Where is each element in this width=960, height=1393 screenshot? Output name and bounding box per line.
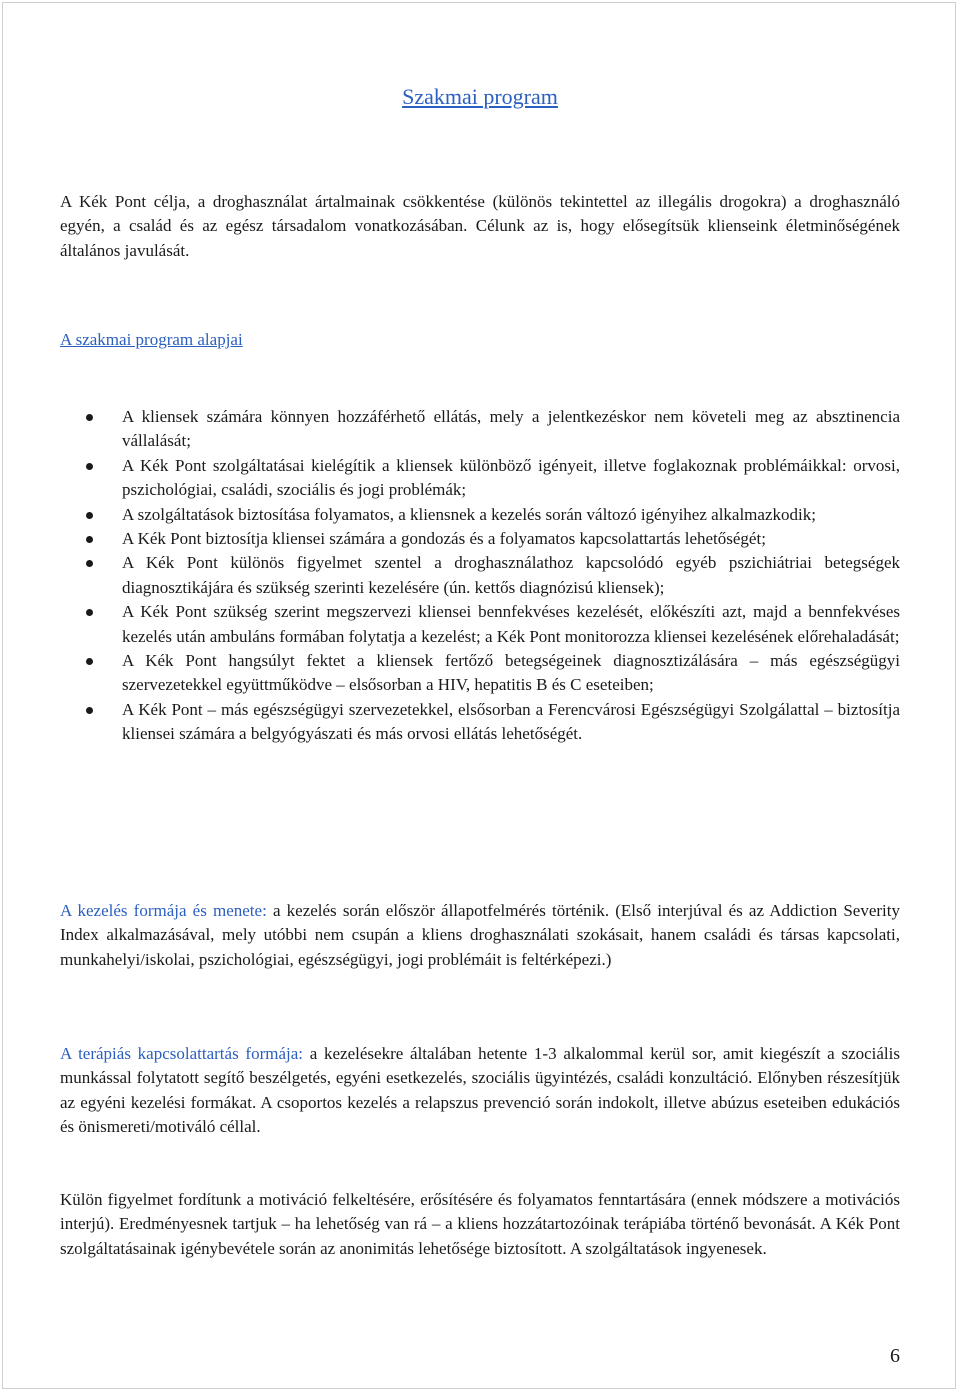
list-item — [122, 454, 900, 503]
bullet-icon — [86, 658, 93, 665]
list-item — [122, 649, 900, 698]
motivation-paragraph: Külön figyelmet fordítunk a motiváció felkeltésére, erősítésére és folyamatos fenntartására (ennek módszere a motivációs interjú). Eredményesnek tartjuk – ha lehetőség van rá – a kliens hozzátartozóinak terápiába történő bevonását. A Kék Pont szolgáltatásainak igénybevétele során az anonimitás lehetősége biztosított. A szolgáltatások ingyenesek. — [60, 1190, 900, 1258]
treatment-text: a kezelés során először állapotfelmérés történik. (Első interjúval és az Addiction Severity Index alkalmazásával, mely utóbbi nem csupán a kliens droghasználati szokásait, hanem családi és társas kapcsolati, munkahelyi/iskolai, pszichológiai, egészségügyi, jogi problémáit is feltérképezi.) — [60, 901, 900, 969]
page-title: Szakmai program — [402, 84, 558, 109]
list-item-text: A Kék Pont szükség szerint megszervezi kliensei bennfekvéses kezelését, előkészíti azt, majd a bennfekvéses kezelés után ambuláns formában folytatja a kezelést; a Kék Pont monitorozza kliensei kezelésének előrehaladását; — [122, 602, 900, 646]
bullet-icon — [86, 707, 93, 714]
treatment-lead: A kezelés formája és menete: — [60, 901, 267, 920]
list-item-text: A Kék Pont – más egészségügyi szervezetekkel, elsősorban a Ferencvárosi Egészségügyi Szolgálattal – biztosítja kliensei számára a belgyógyászati és más orvosi ellátás lehetőségét. — [122, 699, 900, 744]
page-number: 6 — [890, 1345, 900, 1367]
list-item — [122, 503, 900, 527]
list-item-text: A szolgáltatások biztosítása folyamatos, a kliensnek a kezelés során változó igényihez alkalmazkodik; — [122, 504, 816, 524]
list-item — [122, 405, 900, 454]
list-item-text: A kliensek számára könnyen hozzáférhető ellátás, mely a jelentkezéskor nem követeli meg az absztinencia vállalását; — [122, 407, 900, 451]
bullet-icon — [86, 560, 93, 567]
section-heading: A szakmai program alapjai — [60, 330, 243, 349]
list-item-text: A Kék Pont különös figyelmet szentel a droghasználathoz kapcsolódó egyéb pszichiátriai betegségek diagnosztikájára és szükség szerinti kezelésére (ún. kettős diagnózisú kliensek); — [122, 553, 900, 597]
bullet-icon — [86, 536, 93, 543]
bullet-icon — [86, 512, 93, 519]
therapy-contact-text: a kezelésekre általában hetente 1-3 alkalommal kerül sor, amit kiegészít a szociális munkással folytatott segítő beszélgetés, egyéni esetkezelés, szociális ügyintézés, családi konzultáció. Előnyben részesítjük az egyéni kezelési formákat. A csoportos kezelés a relapszus prevenció során indokolt, illetve abúzus eseteiben edukációs és önismereti/motiváló céllal. — [60, 1044, 900, 1137]
bullet-icon — [86, 414, 93, 421]
list-item-text: A Kék Pont hangsúlyt fektet a kliensek fertőző betegségeinek diagnosztizálására – más egészségügyi szervezetekkel együttműködve – elsősorban a HIV, hepatitis B és C eseteiben; — [122, 651, 900, 695]
list-item-text: A Kék Pont szolgáltatásai kielégítik a kliensek különböző igényeit, illetve foglakoznak problémáikkal: orvosi, pszichológiai, családi, szociális és jogi problémák; — [122, 455, 900, 500]
list-item-text: A Kék Pont biztosítja kliensei számára a gondozás és a folyamatos kapcsolattartás lehetőségét; — [122, 529, 766, 549]
therapy-contact-paragraph — [60, 1042, 900, 1140]
list-item — [122, 551, 900, 600]
principles-list — [0, 405, 960, 747]
list-item — [122, 698, 900, 747]
treatment-paragraph — [60, 899, 900, 972]
list-item — [122, 600, 900, 649]
intro-paragraph: A Kék Pont célja, a droghasználat ártalmainak csökkentése (különös tekintettel az illegális drogokra) a droghasználó egyén, a család és az egész társadalom vonatkozásában. Célunk az is, hogy elősegítsük klienseink életminőségének általános javulását. — [60, 192, 900, 260]
bullet-icon — [86, 463, 93, 470]
list-item — [122, 527, 900, 551]
bullet-icon — [86, 609, 93, 616]
therapy-contact-lead: A terápiás kapcsolattartás formája: — [60, 1044, 303, 1063]
